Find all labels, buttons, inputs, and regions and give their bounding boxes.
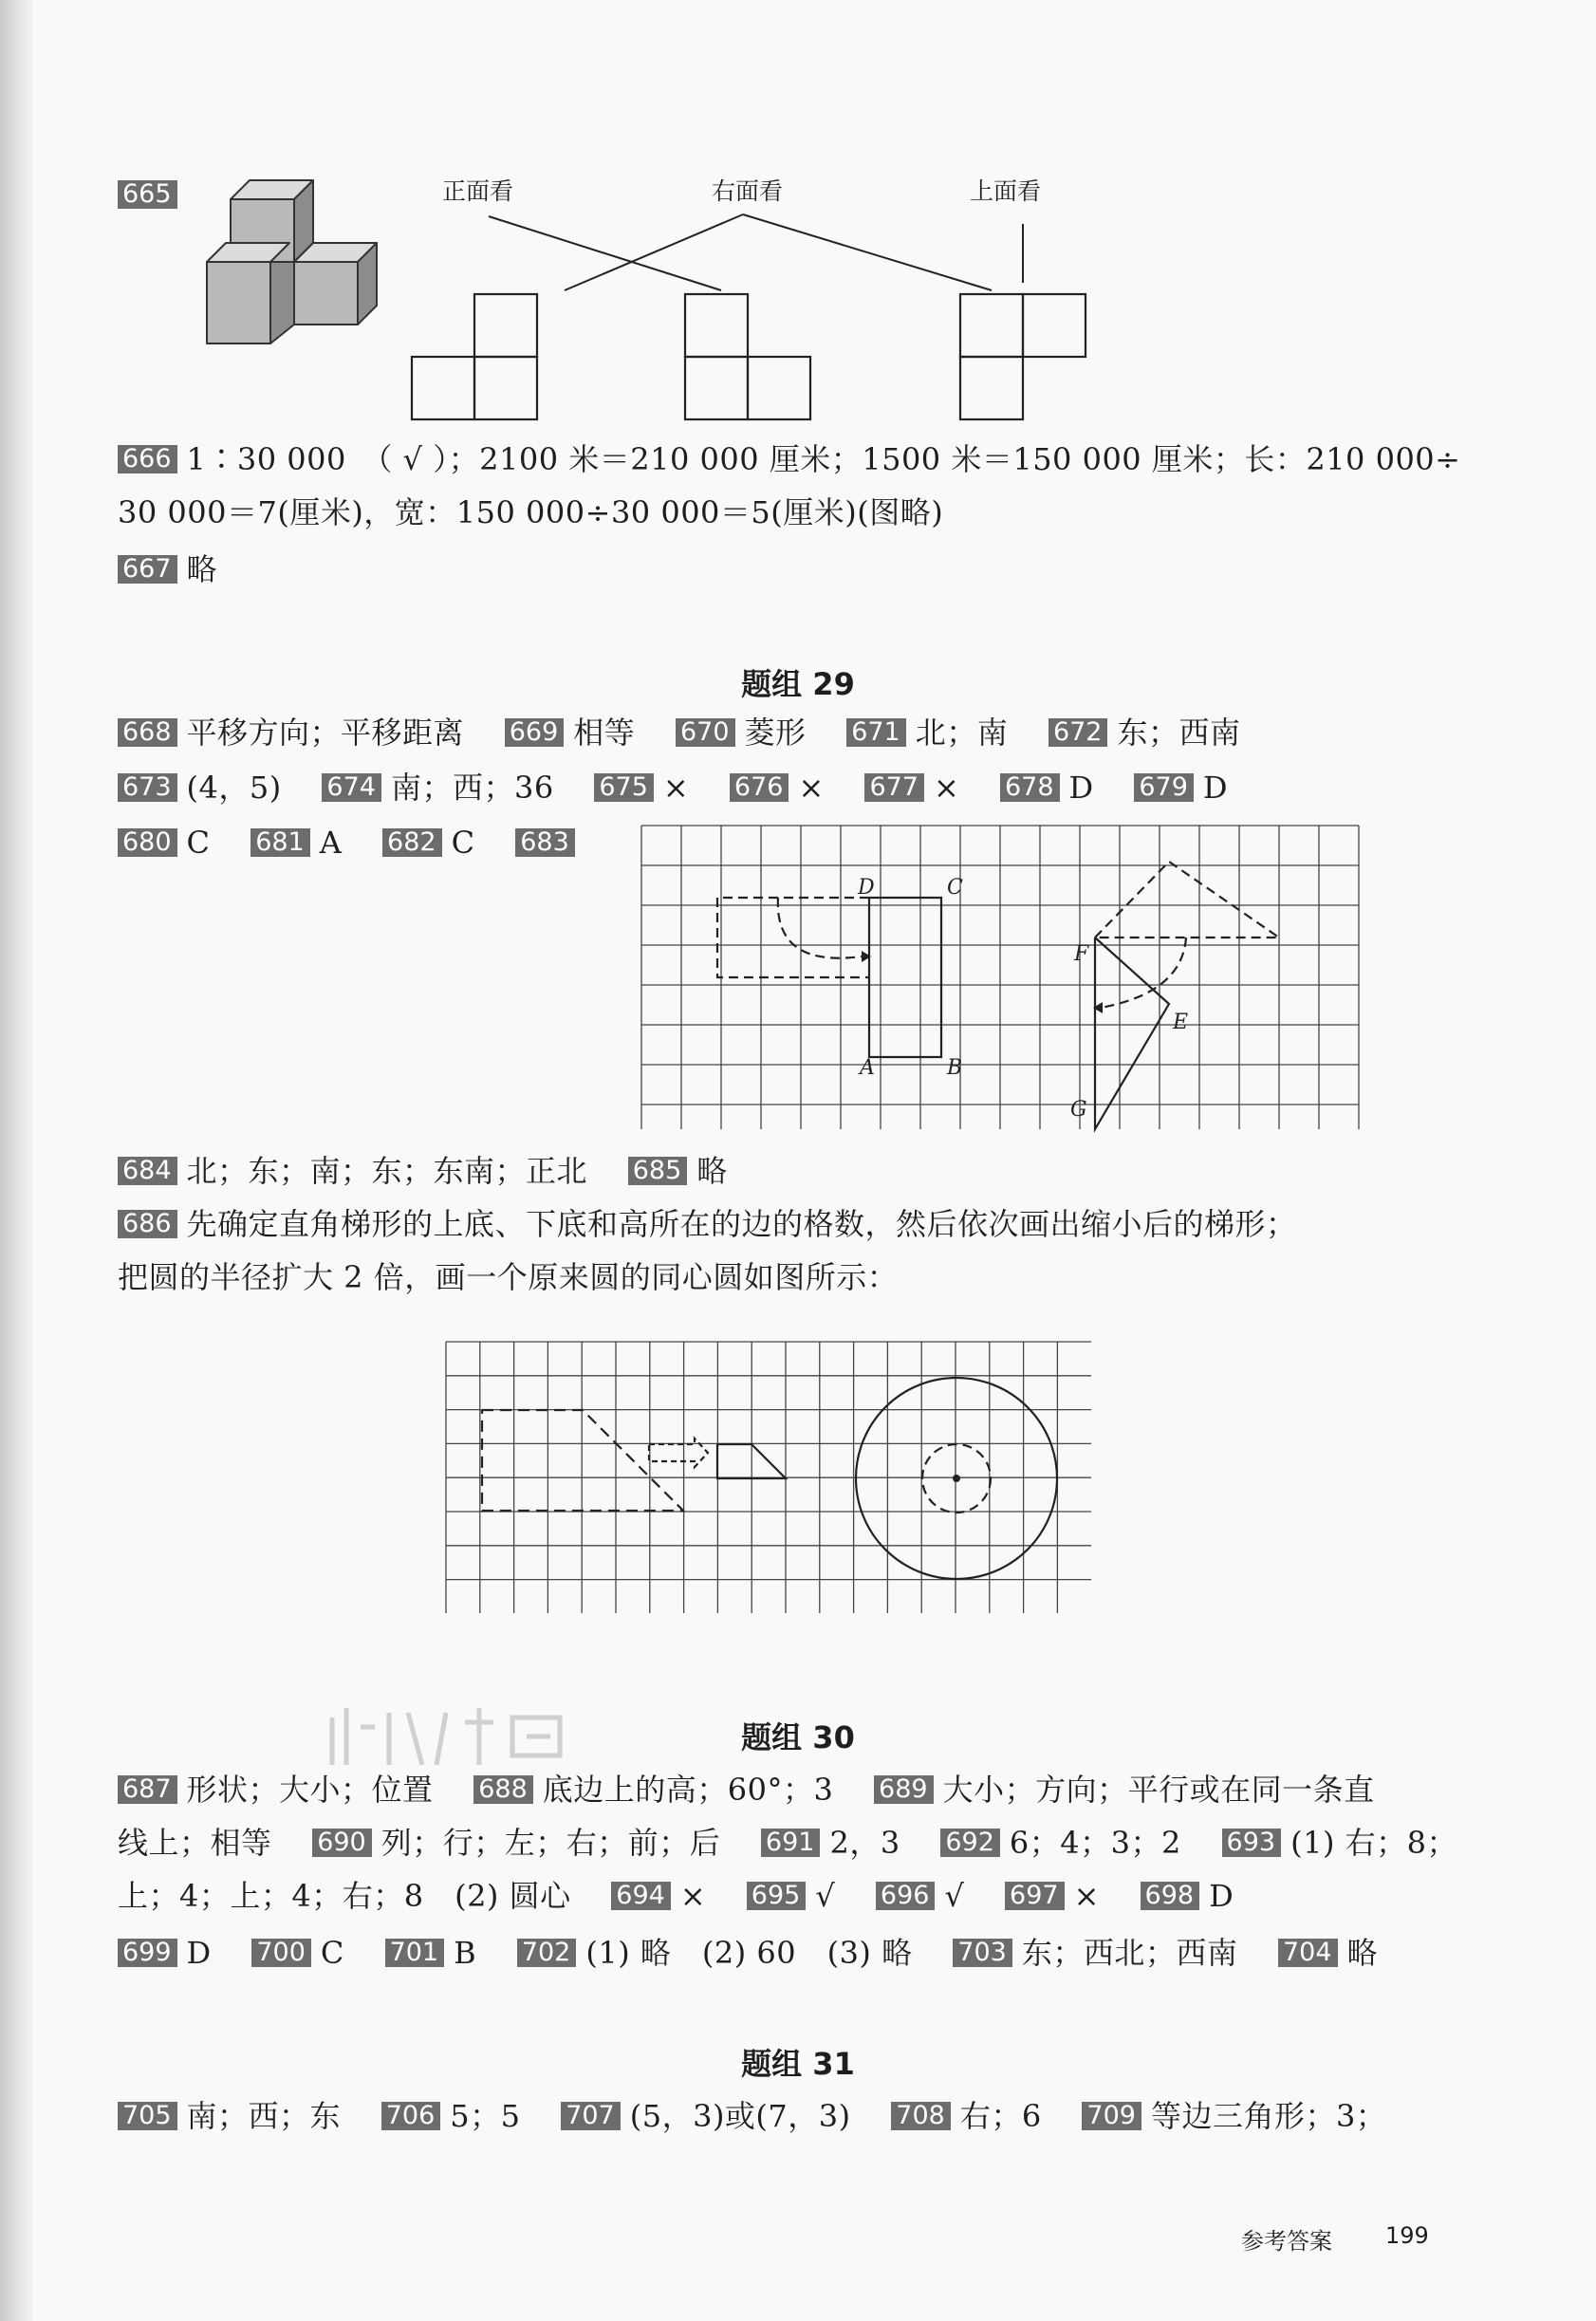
label-e: E <box>1173 1011 1189 1034</box>
question-number-679: 679 <box>1134 773 1194 802</box>
row-694 <box>118 1875 1234 1917</box>
question-number-706: 706 <box>381 2102 441 2130</box>
answer-687: 形状；大小；位置 <box>186 1772 434 1808</box>
question-number-692: 692 <box>940 1829 1000 1857</box>
answer-703: 东；西北；西南 <box>1021 1935 1238 1971</box>
q666-line1 <box>118 438 1460 480</box>
question-number-703: 703 <box>953 1939 1012 1967</box>
q686-line2 <box>118 1256 898 1298</box>
question-number-687: 687 <box>118 1775 177 1804</box>
answer-669: 相等 <box>573 715 636 751</box>
question-number-698: 698 <box>1141 1882 1200 1910</box>
answer-684: 北；东；南；东；东南；正北 <box>186 1153 588 1189</box>
label-b: B <box>947 1056 963 1080</box>
answer-705: 南；西；东 <box>186 2098 342 2134</box>
answer-670: 菱形 <box>744 715 807 751</box>
question-number-672: 672 <box>1049 718 1108 747</box>
answer-701: B <box>454 1935 477 1971</box>
answer-700: C <box>320 1935 344 1971</box>
question-number-682: 682 <box>382 828 442 857</box>
question-number-690: 690 <box>312 1829 372 1857</box>
answer-672: 东；西南 <box>1117 715 1241 751</box>
question-number-685: 685 <box>628 1157 688 1185</box>
question-number-677: 677 <box>864 773 924 802</box>
question-number-694: 694 <box>611 1882 671 1910</box>
answer-674: 南；西；36 <box>390 770 554 806</box>
question-number-691: 691 <box>761 1829 821 1857</box>
section-title-31: 题组 31 <box>741 2046 855 2082</box>
question-number-681: 681 <box>251 828 310 857</box>
question-number-695: 695 <box>747 1882 807 1910</box>
circle-center-dot <box>953 1475 960 1482</box>
answer-702: (1) 略 (2) 60 (3) 略 <box>585 1935 913 1971</box>
question-number-668: 668 <box>118 718 177 747</box>
question-number-684: 684 <box>118 1157 177 1185</box>
view-matching-lines <box>0 0 1596 436</box>
answer-696: √ <box>944 1878 965 1914</box>
question-number-669: 669 <box>505 718 565 747</box>
question-number-707: 707 <box>561 2102 621 2130</box>
question-number-686: 686 <box>118 1210 177 1238</box>
answer-698: D <box>1209 1878 1234 1914</box>
row-668 <box>118 712 1241 753</box>
section-title-29: 题组 29 <box>741 666 855 702</box>
answer-695: √ <box>815 1878 836 1914</box>
answer-689: 大小；方向；平行或在同一条直 <box>942 1772 1375 1808</box>
answer-699: D <box>186 1935 212 1971</box>
q666-text-1: 1∶30 000 （ √ ）；2100 米＝210 000 厘米；1500 米＝150 000 厘米；长：210 000÷ <box>186 441 1461 477</box>
q667-text: 略 <box>186 551 218 587</box>
answer-697: × <box>1073 1878 1100 1914</box>
question-number-675: 675 <box>594 773 654 802</box>
answer-673: (4，5) <box>186 770 282 806</box>
answer-704: 略 <box>1346 1935 1379 1971</box>
label-a: A <box>860 1056 875 1080</box>
answer-671: 北；南 <box>915 715 1009 751</box>
answer-694: × <box>679 1878 707 1914</box>
answer-709: 等边三角形；3； <box>1150 2098 1387 2134</box>
question-number-665: 665 <box>118 180 177 209</box>
question-number-693: 693 <box>1222 1829 1282 1857</box>
answer-707: (5，3)或(7，3) <box>629 2098 851 2134</box>
question-number-671: 671 <box>846 718 906 747</box>
question-number-670: 670 <box>676 718 735 747</box>
answer-689-cont: 线上；相等 <box>118 1825 272 1861</box>
answer-685: 略 <box>696 1153 728 1189</box>
question-number-666: 666 <box>118 445 177 473</box>
view-shape-front <box>412 294 537 419</box>
answer-682: C <box>451 825 475 861</box>
question-number-708: 708 <box>891 2102 951 2130</box>
answer-677: × <box>933 770 960 806</box>
question-number-709: 709 <box>1082 2102 1141 2130</box>
answer-679: D <box>1202 770 1229 806</box>
question-number-701: 701 <box>385 1939 445 1967</box>
q686-text-2: 把圆的半径扩大 2 倍，画一个原来圆的同心圆如图所示： <box>118 1259 899 1295</box>
grid-figure-683 <box>641 826 1361 1129</box>
answer-681: A <box>319 825 343 861</box>
question-number-678: 678 <box>1000 773 1060 802</box>
view-shape-right <box>685 294 810 419</box>
answer-680: C <box>186 825 211 861</box>
row-673 <box>118 767 1228 808</box>
row-705 <box>118 2095 1386 2137</box>
answer-691: 2，3 <box>829 1825 900 1861</box>
question-number-697: 697 <box>1005 1882 1065 1910</box>
question-number-702: 702 <box>517 1939 577 1967</box>
answer-676: × <box>798 770 825 806</box>
question-number-704: 704 <box>1278 1939 1338 1967</box>
answer-690: 列；行；左；右；前；后 <box>380 1825 721 1861</box>
question-number-689: 689 <box>874 1775 934 1804</box>
view-label-top: 上面看 <box>970 177 1042 205</box>
q686-line1 <box>118 1203 1297 1245</box>
row-687 <box>118 1769 1375 1810</box>
answer-693-cont: 上；4；上；4；右；8 (2) 圆心 <box>118 1878 571 1914</box>
question-number-688: 688 <box>473 1775 533 1804</box>
row-690 <box>118 1822 1457 1864</box>
answer-688: 底边上的高；60°；3 <box>542 1772 834 1808</box>
q666-line2 <box>118 492 943 533</box>
label-f: F <box>1074 942 1089 966</box>
view-shape-top <box>960 294 1086 419</box>
label-g: G <box>1070 1098 1087 1122</box>
label-c: C <box>947 876 963 900</box>
question-number-676: 676 <box>730 773 789 802</box>
q666-text-2: 30 000＝7(厘米)，宽：150 000÷30 000＝5(厘米)(图略) <box>118 494 944 530</box>
q667-row <box>118 548 217 590</box>
question-number-696: 696 <box>876 1882 936 1910</box>
page-number: 199 <box>1385 2222 1429 2249</box>
question-number-699: 699 <box>118 1939 177 1967</box>
question-number-673: 673 <box>118 773 177 802</box>
answer-678: D <box>1068 770 1094 806</box>
answer-668: 平移方向；平移距离 <box>186 715 465 751</box>
answer-692: 6；4；3；2 <box>1009 1825 1181 1861</box>
q686-text-1: 先确定直角梯形的上底、下底和高所在的边的格数，然后依次画出缩小后的梯形； <box>186 1206 1297 1242</box>
grid-figure-686 <box>446 1342 1091 1613</box>
row-684 <box>118 1150 728 1192</box>
question-number-700: 700 <box>251 1939 311 1967</box>
view-label-right: 右面看 <box>712 177 784 205</box>
answer-706: 5；5 <box>450 2098 521 2134</box>
answer-675: × <box>662 770 690 806</box>
question-number-683: 683 <box>515 828 575 857</box>
row-699 <box>118 1932 1378 1974</box>
label-d: D <box>858 876 875 900</box>
question-number-667: 667 <box>118 555 177 584</box>
question-number-674: 674 <box>322 773 381 802</box>
footer-label: 参考答案 <box>1241 2228 1332 2255</box>
section-title-30: 题组 30 <box>741 1719 855 1755</box>
question-number-705: 705 <box>118 2102 177 2130</box>
question-number-680: 680 <box>118 828 177 857</box>
answer-693: (1) 右；8； <box>1290 1825 1457 1861</box>
answer-708: 右；6 <box>959 2098 1042 2134</box>
view-label-front: 正面看 <box>442 177 514 205</box>
row-680 <box>118 822 585 863</box>
